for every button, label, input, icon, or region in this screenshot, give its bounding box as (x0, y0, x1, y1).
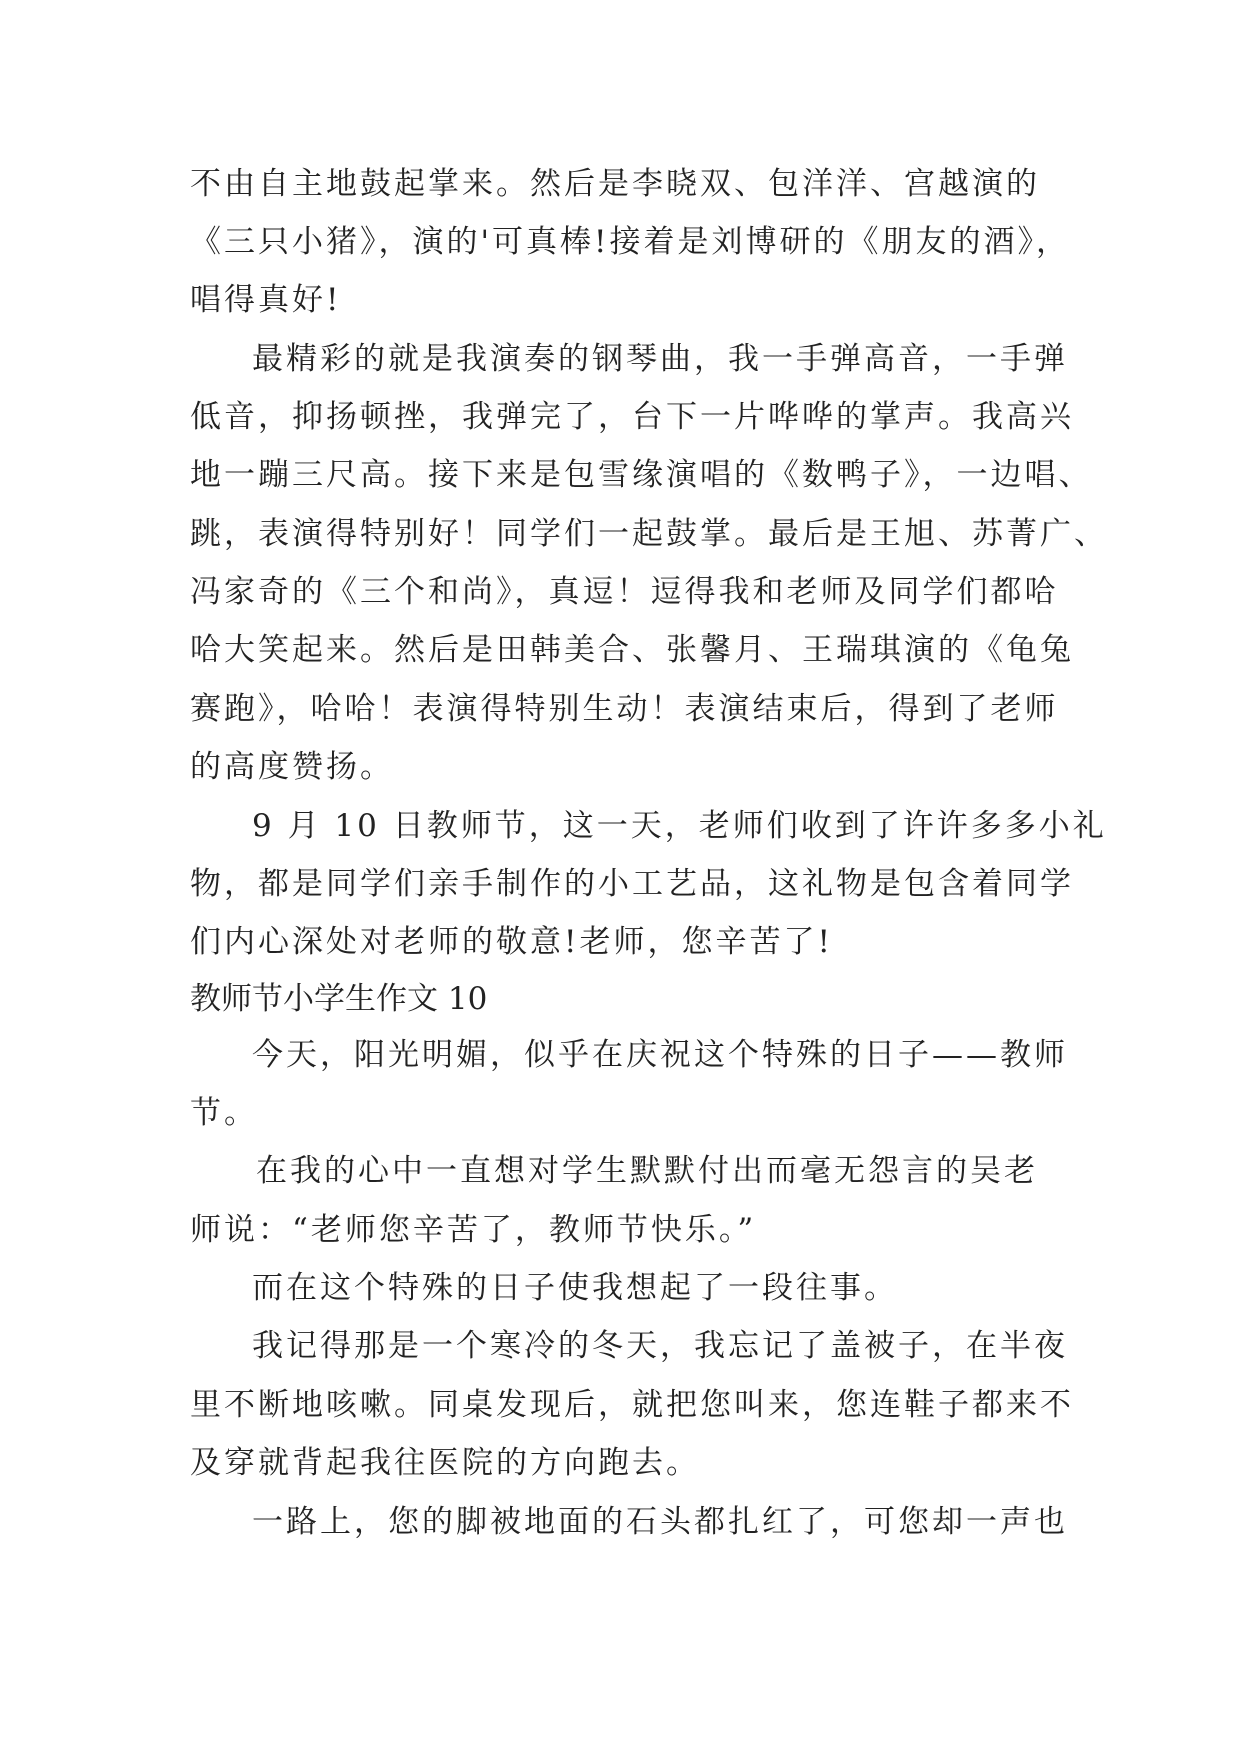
text-line: 《三只小猪》，演的'可真棒!接着是刘博研的《朋友的酒》， (190, 224, 1070, 260)
text-line: 而在这个特殊的日子使我想起了一段往事。 (252, 1270, 898, 1306)
text-line: 唱得真好! (190, 282, 342, 318)
text-line: 赛跑》，哈哈！表演得特别生动！表演结束后，得到了老师 (190, 691, 1059, 727)
text-line: 今天，阳光明媚，似乎在庆祝这个特殊的日子——教师 (252, 1037, 1068, 1073)
text-line: 9 月 10 日教师节，这一天，老师们收到了许许多多小礼 (252, 808, 1107, 844)
text-line: 们内心深处对老师的敬意!老师，您辛苦了! (190, 924, 833, 960)
text-line: 节。 (190, 1095, 258, 1131)
text-line: 一路上，您的脚被地面的石头都扎红了，可您却一声也 (252, 1504, 1068, 1540)
text-line: 跳，表演得特别好！同学们一起鼓掌。最后是王旭、苏菁广、 (190, 516, 1108, 552)
text-line: 的高度赞扬。 (190, 749, 394, 785)
text-line: 地一蹦三尺高。接下来是包雪缘演唱的《数鸭子》，一边唱、 (190, 457, 1093, 493)
article-heading: 教师节小学生作文 10 (190, 981, 488, 1017)
text-line: 哈大笑起来。然后是田韩美合、张馨月、王瑞琪演的《龟兔 (190, 632, 1074, 668)
text-line: 不由自主地鼓起掌来。然后是李晓双、包洋洋、宫越演的 (190, 166, 1040, 202)
text-line: 物，都是同学们亲手制作的小工艺品，这礼物是包含着同学 (190, 866, 1074, 902)
text-line: 在我的心中一直想对学生默默付出而毫无怨言的吴老 (256, 1153, 1038, 1189)
text-line: 师说：“老师您辛苦了，教师节快乐。” (190, 1212, 757, 1248)
text-line: 冯家奇的《三个和尚》，真逗！逗得我和老师及同学们都哈 (190, 574, 1059, 610)
text-line: 最精彩的就是我演奏的钢琴曲，我一手弹高音，一手弹 (252, 341, 1068, 377)
text-line: 低音，抑扬顿挫，我弹完了，台下一片哗哗的掌声。我高兴 (190, 399, 1074, 435)
text-line: 里不断地咳嗽。同桌发现后，就把您叫来，您连鞋子都来不 (190, 1387, 1074, 1423)
text-line: 我记得那是一个寒冷的冬天，我忘记了盖被子，在半夜 (252, 1328, 1068, 1364)
text-line: 及穿就背起我往医院的方向跑去。 (190, 1445, 700, 1481)
